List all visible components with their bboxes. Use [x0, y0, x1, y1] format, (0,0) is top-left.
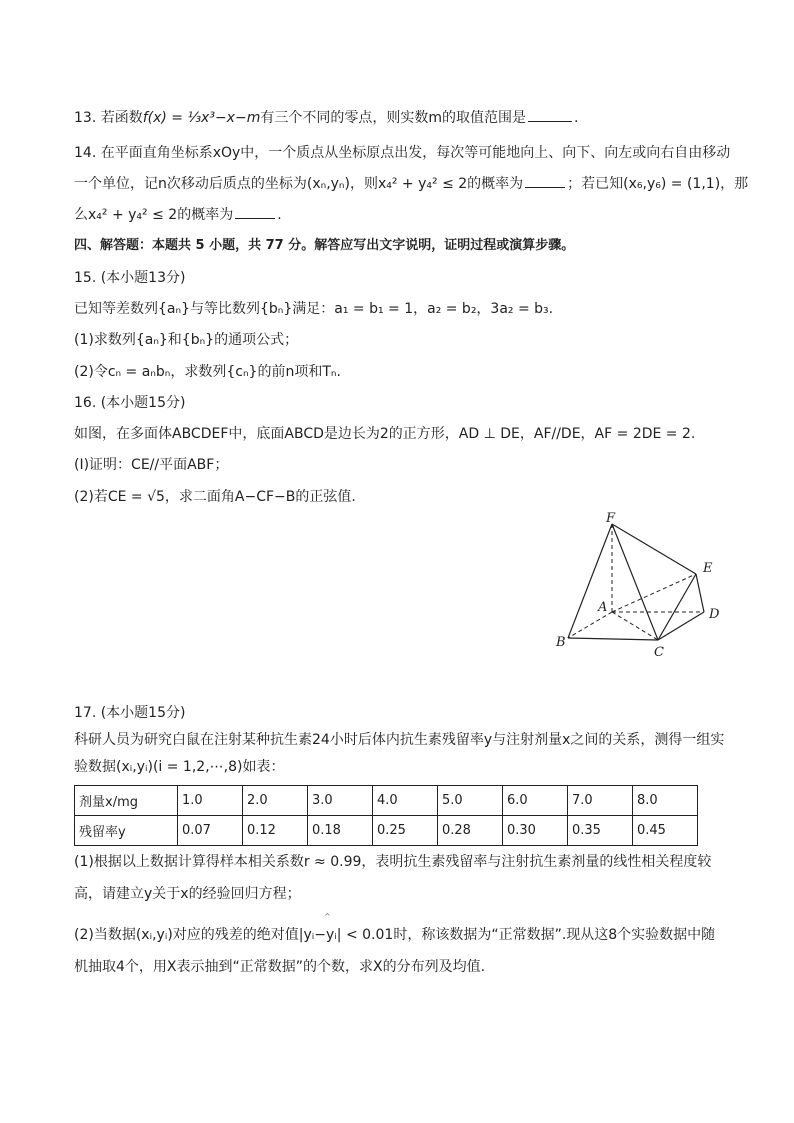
table-row-rate: [75, 816, 698, 846]
table-cell: 0.30: [503, 816, 568, 846]
table-cell: 0.18: [308, 816, 373, 846]
edge-FC: [612, 524, 658, 640]
q17-stem1: 科研人员为研究白鼠在注射某种抗生素24小时后体内抗生素残留率y与注射剂量x之间的关系，测得一组实: [74, 732, 725, 748]
table-cell: 0.12: [243, 816, 308, 846]
q14-blank-1: [525, 175, 565, 188]
q14-line2-a: 一个单位，记n次移动后质点的坐标为(xₙ,yₙ)，则x₄² + y₄² ≤ 2的概率为: [74, 176, 524, 192]
table-cell: 2.0: [243, 786, 308, 816]
q13-answer-blank: [528, 109, 572, 122]
q14-line2-b: ；若已知(x₆,y₆) = (1,1)，那: [567, 176, 749, 192]
table-cell: 0.07: [178, 816, 243, 846]
edge-FE: [612, 524, 696, 574]
q17-hat-mark: ^: [324, 912, 331, 921]
label-C: C: [654, 645, 664, 660]
edge-BC: [568, 638, 658, 640]
table-cell: 0.35: [568, 816, 633, 846]
q15-part1: (1)求数列{aₙ}和{bₙ}的通项公式；: [74, 332, 299, 348]
q13-line: [74, 108, 578, 128]
table-cell: 5.0: [438, 786, 503, 816]
table-cell: 1.0: [178, 786, 243, 816]
q14-line3-end: .: [277, 207, 282, 223]
table-cell: 0.25: [373, 816, 438, 846]
section-heading: 四、解答题：本题共 5 小题，共 77 分。解答应写出文字说明，证明过程或演算步骤。: [74, 238, 575, 253]
q14-line3: [74, 205, 282, 225]
q16-part1: (I)证明：CE//平面ABF；: [74, 457, 229, 473]
edge-AB-hidden: [568, 612, 612, 638]
row-header-dose: 剂量x/mg: [75, 786, 178, 816]
edge-DC: [658, 612, 704, 640]
edge-AE-hidden: [612, 574, 696, 612]
q13-end: .: [573, 110, 579, 126]
q15-part2: (2)令cₙ = aₙbₙ，求数列{cₙ}的前n项和Tₙ.: [74, 364, 341, 380]
row-header-rate: 残留率y: [75, 816, 178, 846]
q16-header: 16. (本小题15分): [74, 395, 186, 411]
table-cell: 6.0: [503, 786, 568, 816]
q15-header: 15. (本小题13分): [74, 270, 186, 286]
edge-FB: [568, 524, 612, 638]
q14-line2: [74, 174, 748, 194]
q13-text-before: 13. 若函数: [74, 110, 143, 126]
q17-part1-line2: 高，请建立y关于x的经验回归方程；: [74, 886, 301, 902]
polyhedron-figure: [548, 510, 728, 660]
q17-part2-line2: 机抽取4个，用X表示抽到“正常数据”的个数，求X的分布列及均值.: [74, 959, 486, 975]
table-row-dose: [75, 786, 698, 816]
edge-EC: [658, 574, 696, 640]
table-cell: 0.45: [633, 816, 698, 846]
edge-AC-hidden: [612, 612, 658, 640]
q16-part2: (2)若CE = √5，求二面角A−CF−B的正弦值.: [74, 489, 356, 505]
q14-blank-2: [235, 206, 275, 219]
edge-ED: [696, 574, 704, 612]
label-D: D: [709, 607, 720, 622]
q17-stem2: 验数据(xᵢ,yᵢ)(i = 1,2,⋯,8)如表：: [74, 759, 285, 775]
q13-function: f(x) = ⅓x³−x−m: [142, 110, 261, 126]
q16-stem: 如图，在多面体ABCDEF中，底面ABCD是边长为2的正方形，AD ⊥ DE，AF//DE，AF = 2DE = 2.: [74, 426, 696, 442]
label-F: F: [606, 511, 616, 526]
table-cell: 8.0: [633, 786, 698, 816]
table-cell: 7.0: [568, 786, 633, 816]
table-cell: 0.28: [438, 816, 503, 846]
q17-part1-line1: (1)根据以上数据计算得样本相关系数r ≈ 0.99，表明抗生素残留率与注射抗生素剂量的线性相关程度较: [74, 854, 712, 870]
label-B: B: [556, 635, 566, 650]
q13-text-after: 有三个不同的零点，则实数m的取值范围是: [260, 110, 526, 126]
q14-line3-a: 么x₄² + y₄² ≤ 2的概率为: [74, 207, 234, 223]
label-A: A: [598, 600, 608, 615]
q17-header: 17. (本小题15分): [74, 705, 186, 721]
q17-part2-line1: (2)当数据(xᵢ,yᵢ)对应的残差的绝对值|yᵢ−yᵢ| < 0.01时，称该数据为“正常数据”.现从这8个实验数据中随: [74, 927, 716, 943]
data-table: [74, 785, 698, 846]
table-cell: 3.0: [308, 786, 373, 816]
q14-line1: 14. 在平面直角坐标系xOy中，一个质点从坐标原点出发，每次等可能地向上、向下、向左或向右自由移动: [74, 145, 731, 161]
label-E: E: [703, 561, 713, 576]
q15-stem: 已知等差数列{aₙ}与等比数列{bₙ}满足：a₁ = b₁ = 1，a₂ = b₂，3a₂ = b₃.: [74, 301, 554, 317]
table-cell: 4.0: [373, 786, 438, 816]
